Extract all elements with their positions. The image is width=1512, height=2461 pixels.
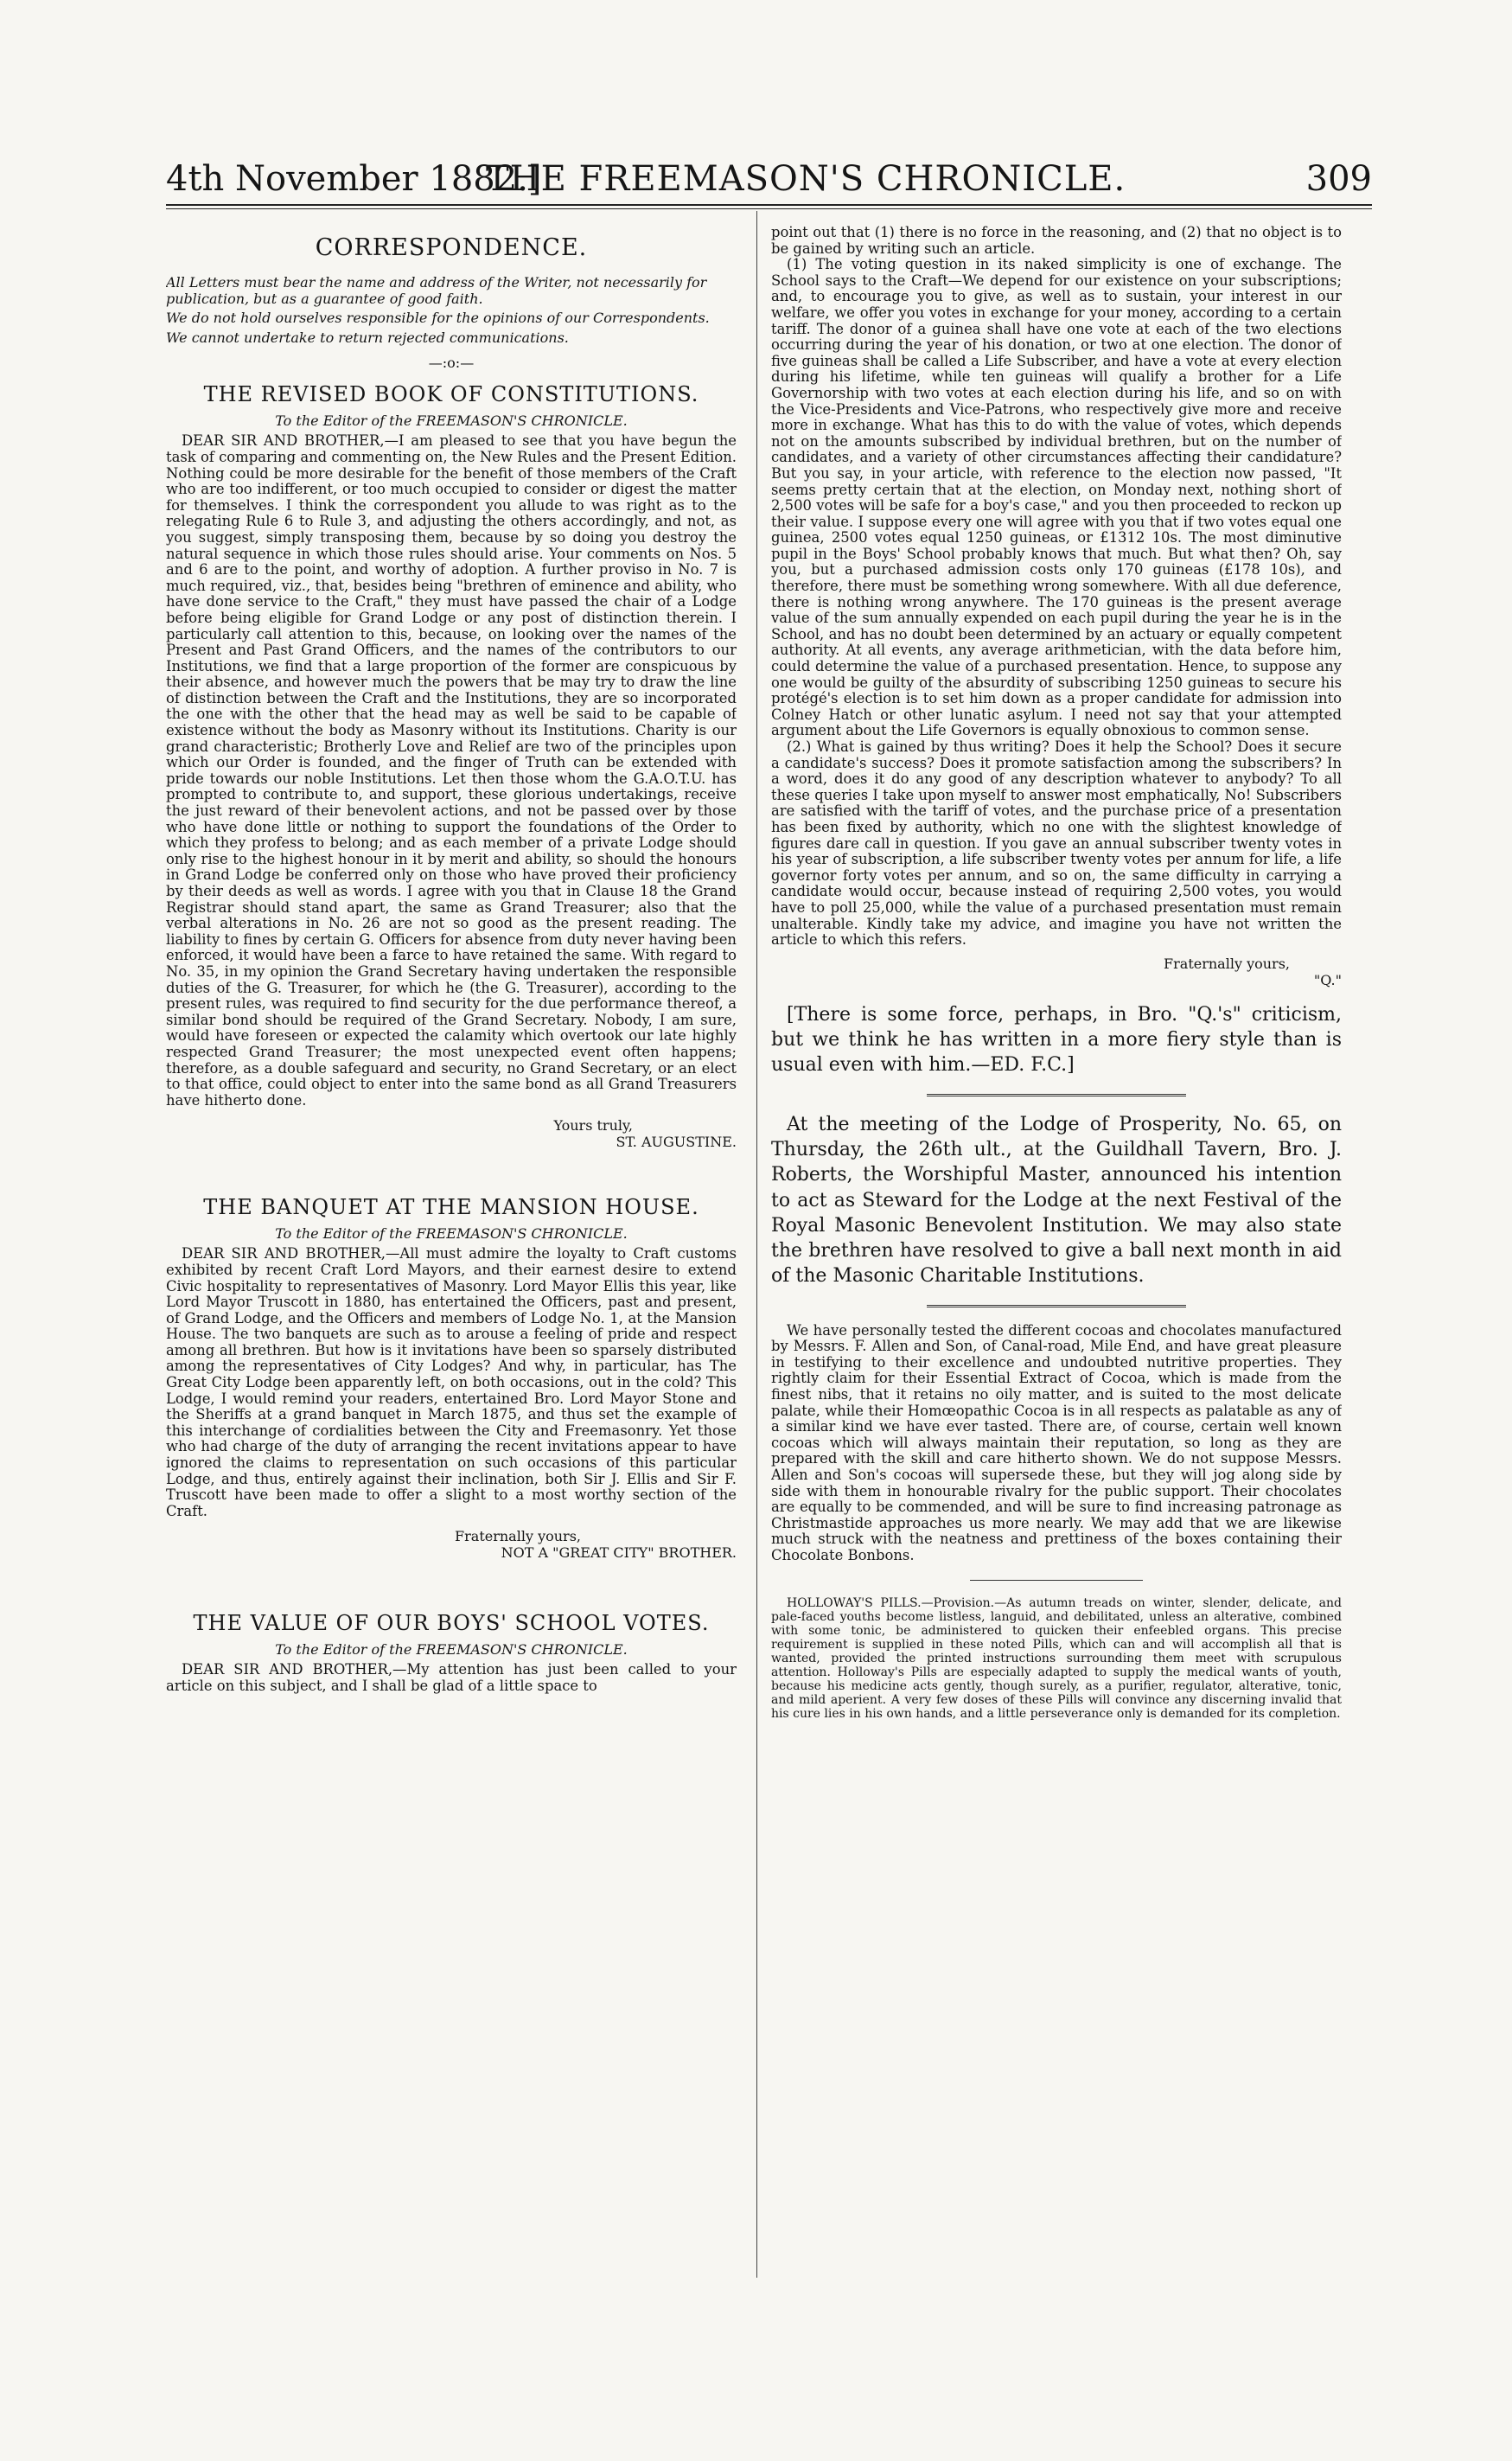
section-rule <box>927 1094 1186 1096</box>
article-to-editor: To the Editor of the FREEMASON'S CHRONICLE. <box>275 1225 628 1243</box>
article-body-school-votes-cont: point out that (1) there is no force in the reasoning, and (2) that no object is to be gained by writing such an article. <box>771 224 1342 257</box>
article-to-editor: To the Editor of the FREEMASON'S CHRONICLE. <box>275 412 628 430</box>
signature-great-city: NOT A "GREAT CITY" BROTHER. <box>501 1544 737 1562</box>
notice-rejected: We cannot undertake to return rejected communications. <box>166 329 569 346</box>
article-title-banquet: THE BANQUET AT THE MANSION HOUSE. <box>203 1195 699 1220</box>
closing-fraternally-q: Fraternally yours, <box>1164 955 1290 972</box>
closing-yours-truly: Yours truly, <box>553 1117 633 1135</box>
school-votes-para-2: (2.) What is gained by thus writing? Does it help the School? Does it secure a candidate's success? Does it promote satisfaction among the subscribers? In a word, does it do any good of any description whatever to anybody? To all these queries I take upon myself to answer most emphatically, No! Subscribers are satisfied with the tariff of votes, and the purchase price of a presentation has been fixed by authority, which no one with the slightest knowledge of figures dare call in question. If you gave an annual subscriber twenty votes in his year of subscription, a life subscriber twenty votes per annum for life, a life governor forty votes per annum, and so on, the same difficulty in carrying a candidate would occur, because instead of requiring 2,500 votes, you would have to poll 25,000, while the value of a purchased presentation must remain unalterable. Kindly take my advice, and imagine you have not written the article to which this refers. <box>771 738 1342 949</box>
cocoa-notice: We have personally tested the different cocoas and chocolates manufactured by Messrs. F. Allen and Son, of Canal-road, Mile End, and have great pleasure in testifying to their excellence and undoubted nutritive properties. They rightly claim for their Essential Extract of Cocoa, which is made from the finest nibs, that it retains no oily matter, and is suited to the most delicate palate, while their Homœopathic Cocoa is in all respects as palatable as any of a similar kind we have ever tasted. There are, of course, certain well known cocoas which will always maintain their reputation, so long as they are prepared with the skill and care hitherto shown. We do not suppose Messrs. Allen and Son's cocoas will supersede these, but they will jog along side by side with them in honourable rivalry for the public support. Their chocolates are equally to be commended, and will be sure to find increasing patronage as Christmastide approaches us more nearly. We may add that we are likewise much struck with the neatness and prettiness of the boxes containing their Chocolate Bonbons. <box>771 1321 1342 1563</box>
lodge-of-prosperity-note: At the meeting of the Lodge of Prosperity, No. 65, on Thursday, the 26th ult., at the Guildhall Tavern, Bro. J. Roberts, the Worshipful Master, announced his intention to act as Steward for the Lodge at the next Festival of the Royal Masonic Benevolent Institution. We may also state the brethren have resolved to give a ball next month in aid of the Masonic Charitable Institutions. <box>771 1113 1342 1288</box>
article-title-constitutions: THE REVISED BOOK OF CONSTITUTIONS. <box>203 382 699 407</box>
issue-date: 4th November 1882.] <box>166 159 542 199</box>
editor-note: [There is some force, perhaps, in Bro. "Q.'s" criticism, but we think he has written in a more fiery style than is usual even with him.—ED. F.C.] <box>771 1003 1342 1077</box>
article-body-banquet: DEAR SIR AND BROTHER,—All must admire the loyalty to Craft customs exhibited by recent Craft Lord Mayors, and their earnest desire to extend Civic hospitality to representatives of Masonry. Lord Mayor Ellis this year, like Lord Mayor Truscott in 1880, has entertained the Officers, past and present, of Grand Lodge, and the Officers and members of Lodge No. 1, at the Mansion House. The two banquets are such as to arouse a feeling of pride and respect among all brethren. But how is it invitations have been so sparsely distributed among the representatives of City Lodges? And why, in particular, has The Great City Lodge been apparently left, on both occasions, out in the cold? This Lodge, I would remind your readers, entertained Bro. Lord Mayor Stone and the Sheriffs at a grand banquet in March 1875, and thus set the example of this interchange of cordialities between the City and Freemasonry. Yet those who had charge of the duty of arranging the recent invitations appear to have ignored the claims to representation on such occasions of this particular Lodge, and thus, entirely against their inclination, both Sir J. Ellis and Sir F. Truscott have been made to offer a slight to a most worthy section of the Craft. <box>166 1245 737 1519</box>
article-body-constitutions: DEAR SIR AND BROTHER,—I am pleased to see that you have begun the task of comparing and commenting on, the New Rules and the Present Edition. Nothing could be more desirable for the benefit of those members of the Craft who are too indifferent, or too much occupied to consider or digest the matter for themselves. I think the correspondent you allude to was right as to the relegating Rule 6 to Rule 3, and adjusting the others accordingly, and not, as you suggest, simply transposing them, because by so doing you destroy the natural sequence in which those rules should arise. Your comments on Nos. 5 and 6 are to the point, and worthy of adoption. A further proviso in No. 7 is much required, viz., that, besides being "brethren of eminence and ability, who have done service to the Craft," they must have passed the chair of a Lodge before being eligible for Grand Lodge or any post of distinction therein. I particularly call attention to this, because, on looking over the names of the Present and Past Grand Officers, and the names of the contributors to our Institutions, we find that a large proportion of the former are conspicuous by their absence, and however much the powers that be may try to draw the line of distinction between the Craft and the Institutions, they are so incorporated the one with the other that the head may as well be said to be capable of existence without the body as Masonry without its Institutions. Charity is our grand characteristic; Brotherly Love and Relief are two of the principles upon which our Order is founded, and the finger of Truth can be extended with pride towards our noble Institutions. Let then those whom the G.A.O.T.U. has prompted to contribute to, and support, these glorious undertakings, receive the just reward of their benevolent actions, and not be passed over by those who have done little or nothing to support the foundations of the Order to which they profess to belong; and as each member of a private Lodge should only rise to the highest honour in it by merit and ability, so should the honours in Grand Lodge be conferred only on those who have proved their proficiency by their deeds as well as words. I agree with you that in Clause 18 the Grand Registrar should stand apart, the same as Grand Treasurer; also that the verbal alterations in No. 26 are not so good as the present reading. The liability to fines by certain G. Officers for absence from duty never having been enforced, it would have been a farce to have retained the same. With regard to No. 35, in my opinion the Grand Secretary having undertaken the responsible duties of the G. Treasurer, for which he (the G. Treasurer), according to the present rules, was required to find security for the due performance thereof, a similar bond should be required of the Grand Secretary. Nobody, I am sure, would have foreseen or expected the calamity which overtook our late highly respected Grand Treasurer; the most unexpected event often happens; therefore, as a double safeguard and security, no Grand Secretary, or an elect to that office, could object to enter into the same bond as all Grand Treasurers have hitherto done. <box>166 432 737 1109</box>
section-rule-thin <box>970 1580 1143 1581</box>
column-divider <box>756 211 757 2278</box>
notice-letters: All Letters must bear the name and address of the Writer, not necessarily for publication, but as a guarantee of good faith. <box>166 274 707 307</box>
masthead: THE FREEMASON'S CHRONICLE. <box>486 159 1126 199</box>
article-title-school-votes: THE VALUE OF OUR BOYS' SCHOOL VOTES. <box>193 1611 710 1636</box>
article-to-editor: To the Editor of the FREEMASON'S CHRONICLE. <box>275 1641 628 1659</box>
signature-q: "Q." <box>1313 971 1342 988</box>
right-column <box>771 216 1342 2283</box>
article-body-school-votes-start: DEAR SIR AND BROTHER,—My attention has just been called to your article on this subject, and I shall be glad of a little space to <box>166 1661 737 1694</box>
page-number: 309 <box>1305 159 1372 199</box>
holloway-advertisement: HOLLOWAY'S PILLS.—Provision.—As autumn treads on winter, slender, delicate, and pale-faced youths become listless, languid, and debilitated, unless an alterative, combined with some tonic, be administered to quicken their enfeebled organs. This precise requirement is supplied in these noted Pills, which can and will accomplish all that is wanted, provided the printed instructions surrounding them meet with scrupulous attention. Holloway's Pills are especially adapted to supply the medical wants of youth, because his medicine acts gently, though surely, as a purifier, regulator, alterative, tonic, and mild aperient. A very few doses of these Pills will convince any discerning invalid that his cure lies in his own hands, and a little perseverance only is demanded for its completion. <box>771 1595 1342 1721</box>
ornament-divider: —:o:— <box>428 355 475 372</box>
page-header <box>166 157 1372 201</box>
notice-opinions: We do not hold ourselves responsible for the opinions of our Correspondents. <box>166 310 710 327</box>
header-rule <box>166 204 1372 206</box>
section-rule <box>927 1305 1186 1307</box>
header-rule-thin <box>166 208 1372 209</box>
signature-st-augustine: ST. AUGUSTINE. <box>616 1134 737 1151</box>
school-votes-para-1: (1) The voting question in its naked simplicity is one of exchange. The School says to the Craft—We depend for our existence on your subscriptions; and, to encourage you to give, as well as to sustain, your interest in our welfare, we offer you votes in exchange for your money, according to a certain tariff. The donor of a guinea shall have one vote at each of the two elections occurring during the year of his donation, or two at one election. The donor of five guineas shall be called a Life Subscriber, and have a vote at every election during his lifetime, while ten guineas will qualify a brother for a Life Governorship with two votes at each election during his life, and so on with the Vice-Presidents and Vice-Patrons, who respectively give more and receive more in exchange. What has this to do with the value of votes, which depends not on the amounts subscribed by individual brethren, but on the number of candidates, and a variety of other circumstances affecting their candidature? But you say, in your article, with reference to the election now passed, "It seems pretty certain that at the election, on Monday next, nothing short of 2,500 votes will be safe for a boy's case," and you then proceeded to reckon up their value. I suppose every one will agree with you that if two votes equal one guinea, 2500 votes equal 1250 guineas, or £1312 10s. The most diminutive pupil in the Boys' School probably knows that much. But what then? Oh, say you, but a purchased admission costs only 170 guineas (£178 10s), and therefore, there must be something wrong somewhere. With all due deference, there is nothing wrong anywhere. The 170 guineas is the present average value of the sum annually expended on each pupil during the year he is in the School, and has no doubt been determined by an actuary or equally competent authority. At all events, any average arithmetician, with the data before him, could determine the value of a purchased presentation. Hence, to suppose any one would be guilty of the absurdity of subscribing 1250 guineas to secure his protégé's election is to set him down as a proper candidate for admission into Colney Hatch or other lunatic asylum. I need not say that your attempted argument about the Life Governors is equally obnoxious to common sense. <box>771 256 1342 739</box>
correspondence-title: CORRESPONDENCE. <box>315 234 588 261</box>
left-column <box>166 216 737 2283</box>
closing-fraternally: Fraternally yours, <box>455 1528 581 1545</box>
